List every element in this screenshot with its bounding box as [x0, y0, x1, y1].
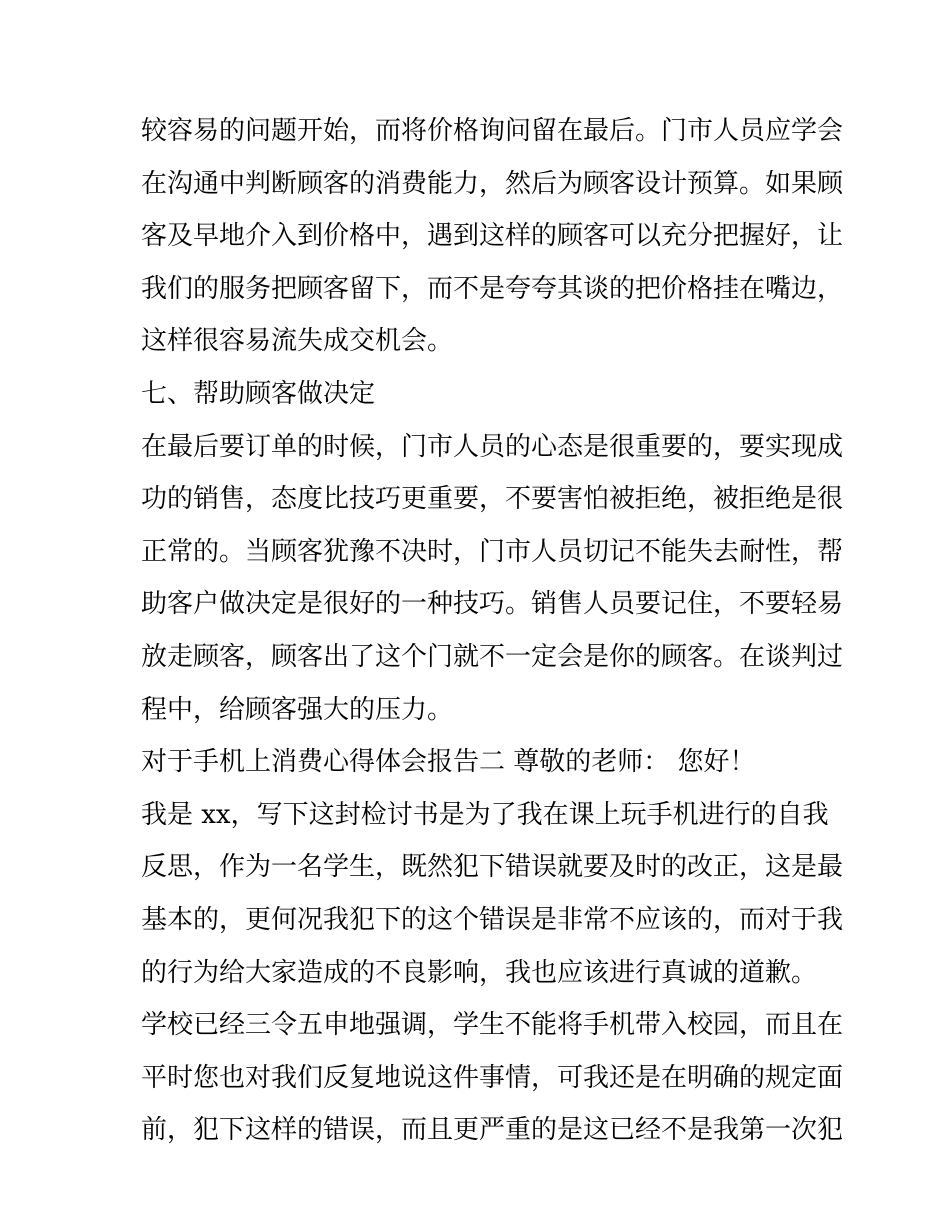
text-line-18: 学校已经三令五申地强调，学生不能将手机带入校园，而且在	[141, 1010, 844, 1041]
text-line-16: 基本的，更何况我犯下的这个错误是非常不应该的，而对于我	[141, 904, 844, 935]
text-line-17: 的行为给大家造成的不良影响，我也应该进行真诚的道歉。	[141, 957, 818, 988]
text-line-14: 我是 xx，写下这封检讨书是为了我在课上玩手机进行的自我	[141, 799, 829, 830]
text-line-9: 正常的。当顾客犹豫不决时，门市人员切记不能失去耐性，帮	[141, 536, 844, 567]
document-body	[141, 105, 844, 1157]
text-line-8: 功的销售，态度比技巧更重要，不要害怕被拒绝，被拒绝是很	[141, 484, 844, 515]
text-line-1: 较容易的问题开始，而将价格询问留在最后。门市人员应学会	[141, 116, 844, 146]
text-line-2: 在沟通中判断顾客的消费能力，然后为顾客设计预算。如果顾	[141, 168, 844, 199]
text-line-15: 反思，作为一名学生，既然犯下错误就要及时的改正，这是最	[141, 852, 844, 883]
text-line-10: 助客户做决定是很好的一种技巧。销售人员要记住，不要轻易	[141, 589, 844, 620]
section-heading: 七、帮助顾客做决定	[141, 378, 376, 409]
text-line-4: 我们的服务把顾客留下，而不是夸夸其谈的把价格挂在嘴边，	[141, 273, 844, 304]
text-line-20: 前，犯下这样的错误，而且更严重的是这已经不是我第一次犯	[141, 1115, 844, 1146]
text-line-12: 程中，给顾客强大的压力。	[141, 694, 454, 725]
text-line-7: 在最后要订单的时候，门市人员的心态是很重要的，要实现成	[141, 431, 844, 462]
text-line-3: 客及早地介入到价格中，遇到这样的顾客可以充分把握好，让	[141, 221, 844, 252]
text-line-19: 平时您也对我们反复地说这件事情，可我还是在明确的规定面	[141, 1062, 844, 1093]
text-line-11: 放走顾客，顾客出了这个门就不一定会是你的顾客。在谈判过	[141, 641, 844, 672]
report-title-line: 对于手机上消费心得体会报告二 尊敬的老师： 您好！	[141, 747, 756, 778]
text-line-5: 这样很容易流失成交机会。	[141, 326, 454, 357]
